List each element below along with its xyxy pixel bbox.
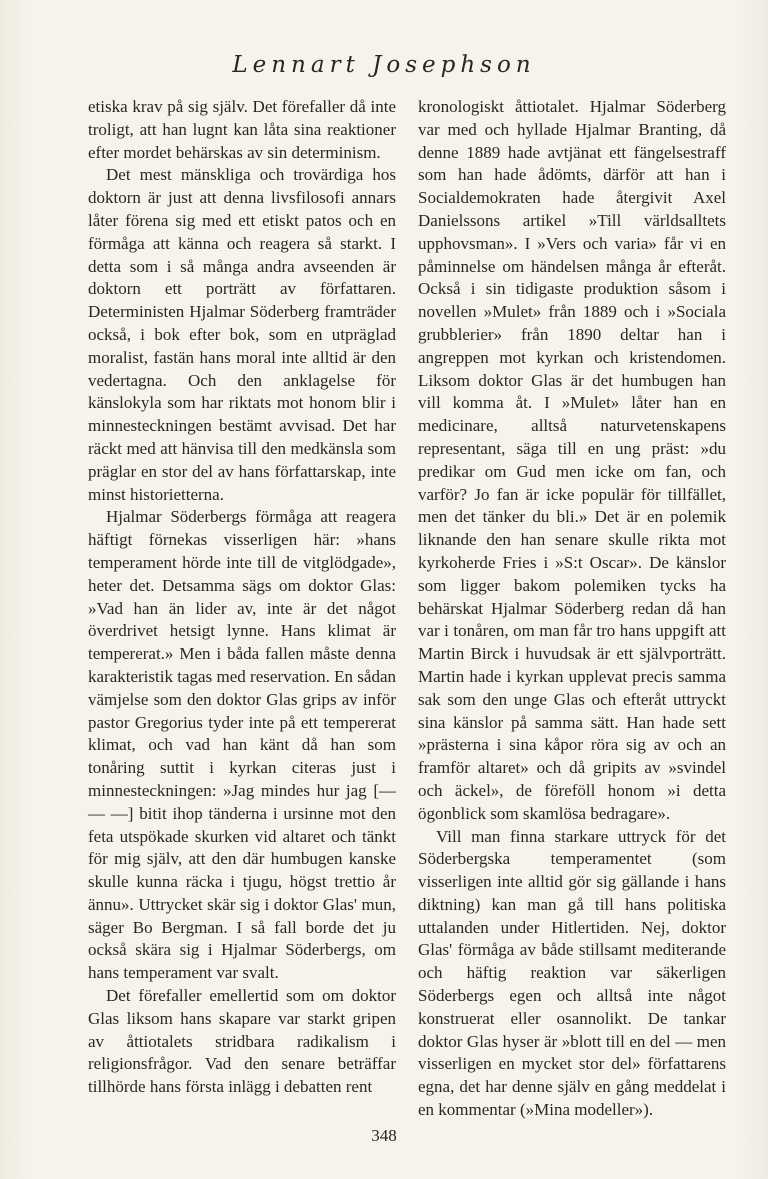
paragraph: Hjalmar Söderbergs förmåga att reagera häftigt förnekas visserligen här: »hans temperament hörde inte till de vitglödgade», heter det. Detsamma sägs om doktor Glas: »Vad han än lider av, inte är det något överdrivet hetsigt lynne. Hans klimat är tempererat.» Men i båda fallen måste denna karakteristik tagas med reservation. En sådan vämjelse som den doktor Glas grips av inför pastor Gregorius tyder inte på ett tempererat klimat, och vad han känt då han som tonåring suttit i kyrkan citeras just i minnesteckningen: »Jag mindes hur jag [— — —] bitit ihop tänderna i ursinne mot den feta utspökade skurken vid altaret och tänkt för mig själv, att den där humbugen kanske skulle kunna räcka i tjugu, högst trettio år ännu». Uttrycket skär sig i doktor Glas' mun, säger Bo Bergman. I så fall borde det ju också skära sig i Hjalmar Söderbergs, om hans temperament var svalt. — [88, 507, 396, 983]
page-number: 348 — [371, 1126, 397, 1145]
running-head: Lennart Josephson — [232, 52, 536, 78]
left-column — [88, 96, 396, 1099]
paragraph: Det mest mänskliga och trovärdiga hos doktorn är just att denna livsfilosofi annars låter förena sig med ett etiskt patos och en förmåga att känna och reagera så starkt. I detta som i så många andra avseenden är doktorn ett porträtt av författaren. Deterministen Hjalmar Söderberg framträder också, i bok efter bok, som en utpräglad moralist, fastän hans moral inte alltid är den vedertagna. Och den anklagelse för känslokyla som har riktats mot honom blir i minnesteckningen bestämt avvisad. Det har räckt med att hänvisa till den medkänsla som präglar en stor del av hans författarskap, inte minst historietterna. — [88, 165, 396, 504]
right-column — [418, 96, 726, 1122]
paragraph: etiska krav på sig själv. Det förefaller då inte troligt, att han lugnt kan låta sina reaktioner efter mordet behärskas av sin determinism. — [88, 97, 396, 162]
paragraph: kronologiskt åttiotalet. Hjalmar Söderberg var med och hyllade Hjalmar Branting, då denne 1889 hade avtjänat ett fängelsestraff som han hade ådömts, därför att han i Socialdemokraten hade återgivit Axel Danielssons artikel »Till världsalltets upphovsman». I »Vers och varia» får vi en påminnelse om händelsen många år efteråt. Också i sin tidigaste produktion såsom i novellen »Mulet» från 1889 och i »Sociala grubblerier» från 1890 deltar han i angreppen mot kyrkan och kristendomen. Liksom doktor Glas är det humbugen han vill komma åt. I »Mulet» låter han en medicinare, alltså naturvetenskapens representant, säga till en ung präst: »du predikar om Gud men icke om fan, och varför? Jo fan är icke populär för tillfället, men det tänker du bli.» Det är en polemik liknande den han senare skulle rikta mot kyrkoherde Fries i »S:t Oscar». De känslor som ligger bakom polemiken tycks ha behärskat Hjalmar Söderberg redan då han var i tonåren, om man får tro hans uppgift att Martin Birck i huvudsak är ett självporträtt. Martin hade i kyrkan upplevat precis samma sak som den unge Glas och efteråt uttryckt sina känslor på samma sätt. Han hade sett »prästerna i sina kåpor röra sig av och an framför altaret» och då gripits av »svindel och äckel», de föreföll honom »i detta ögonblick som skamlösa bedragare». — [418, 97, 726, 823]
paragraph: Det förefaller emellertid som om doktor Glas liksom hans skapare var starkt gripen av åttiotalets stridbara radikalism i religionsfrågor. Vad den senare beträffar tillhörde hans första inlägg i debatten rent — [88, 986, 396, 1097]
paragraph: Vill man finna starkare uttryck för det Söderbergska temperamentet (som visserligen inte alltid gör sig gällande i hans diktning) kan man gå till hans politiska uttalanden under Hitlertiden. Nej, doktor Glas' förmåga av både stillsamt mediterande och häftig reaktion var säkerligen Söderbergs egen och alltså inte något konstruerat eller osannolikt. De tankar doktor Glas hyser är »blott till en del — men visserligen en mycket stor del» författarens egna, det har denne själv en gång meddelat i en kommentar (»Mina modeller»). — [418, 826, 726, 1120]
